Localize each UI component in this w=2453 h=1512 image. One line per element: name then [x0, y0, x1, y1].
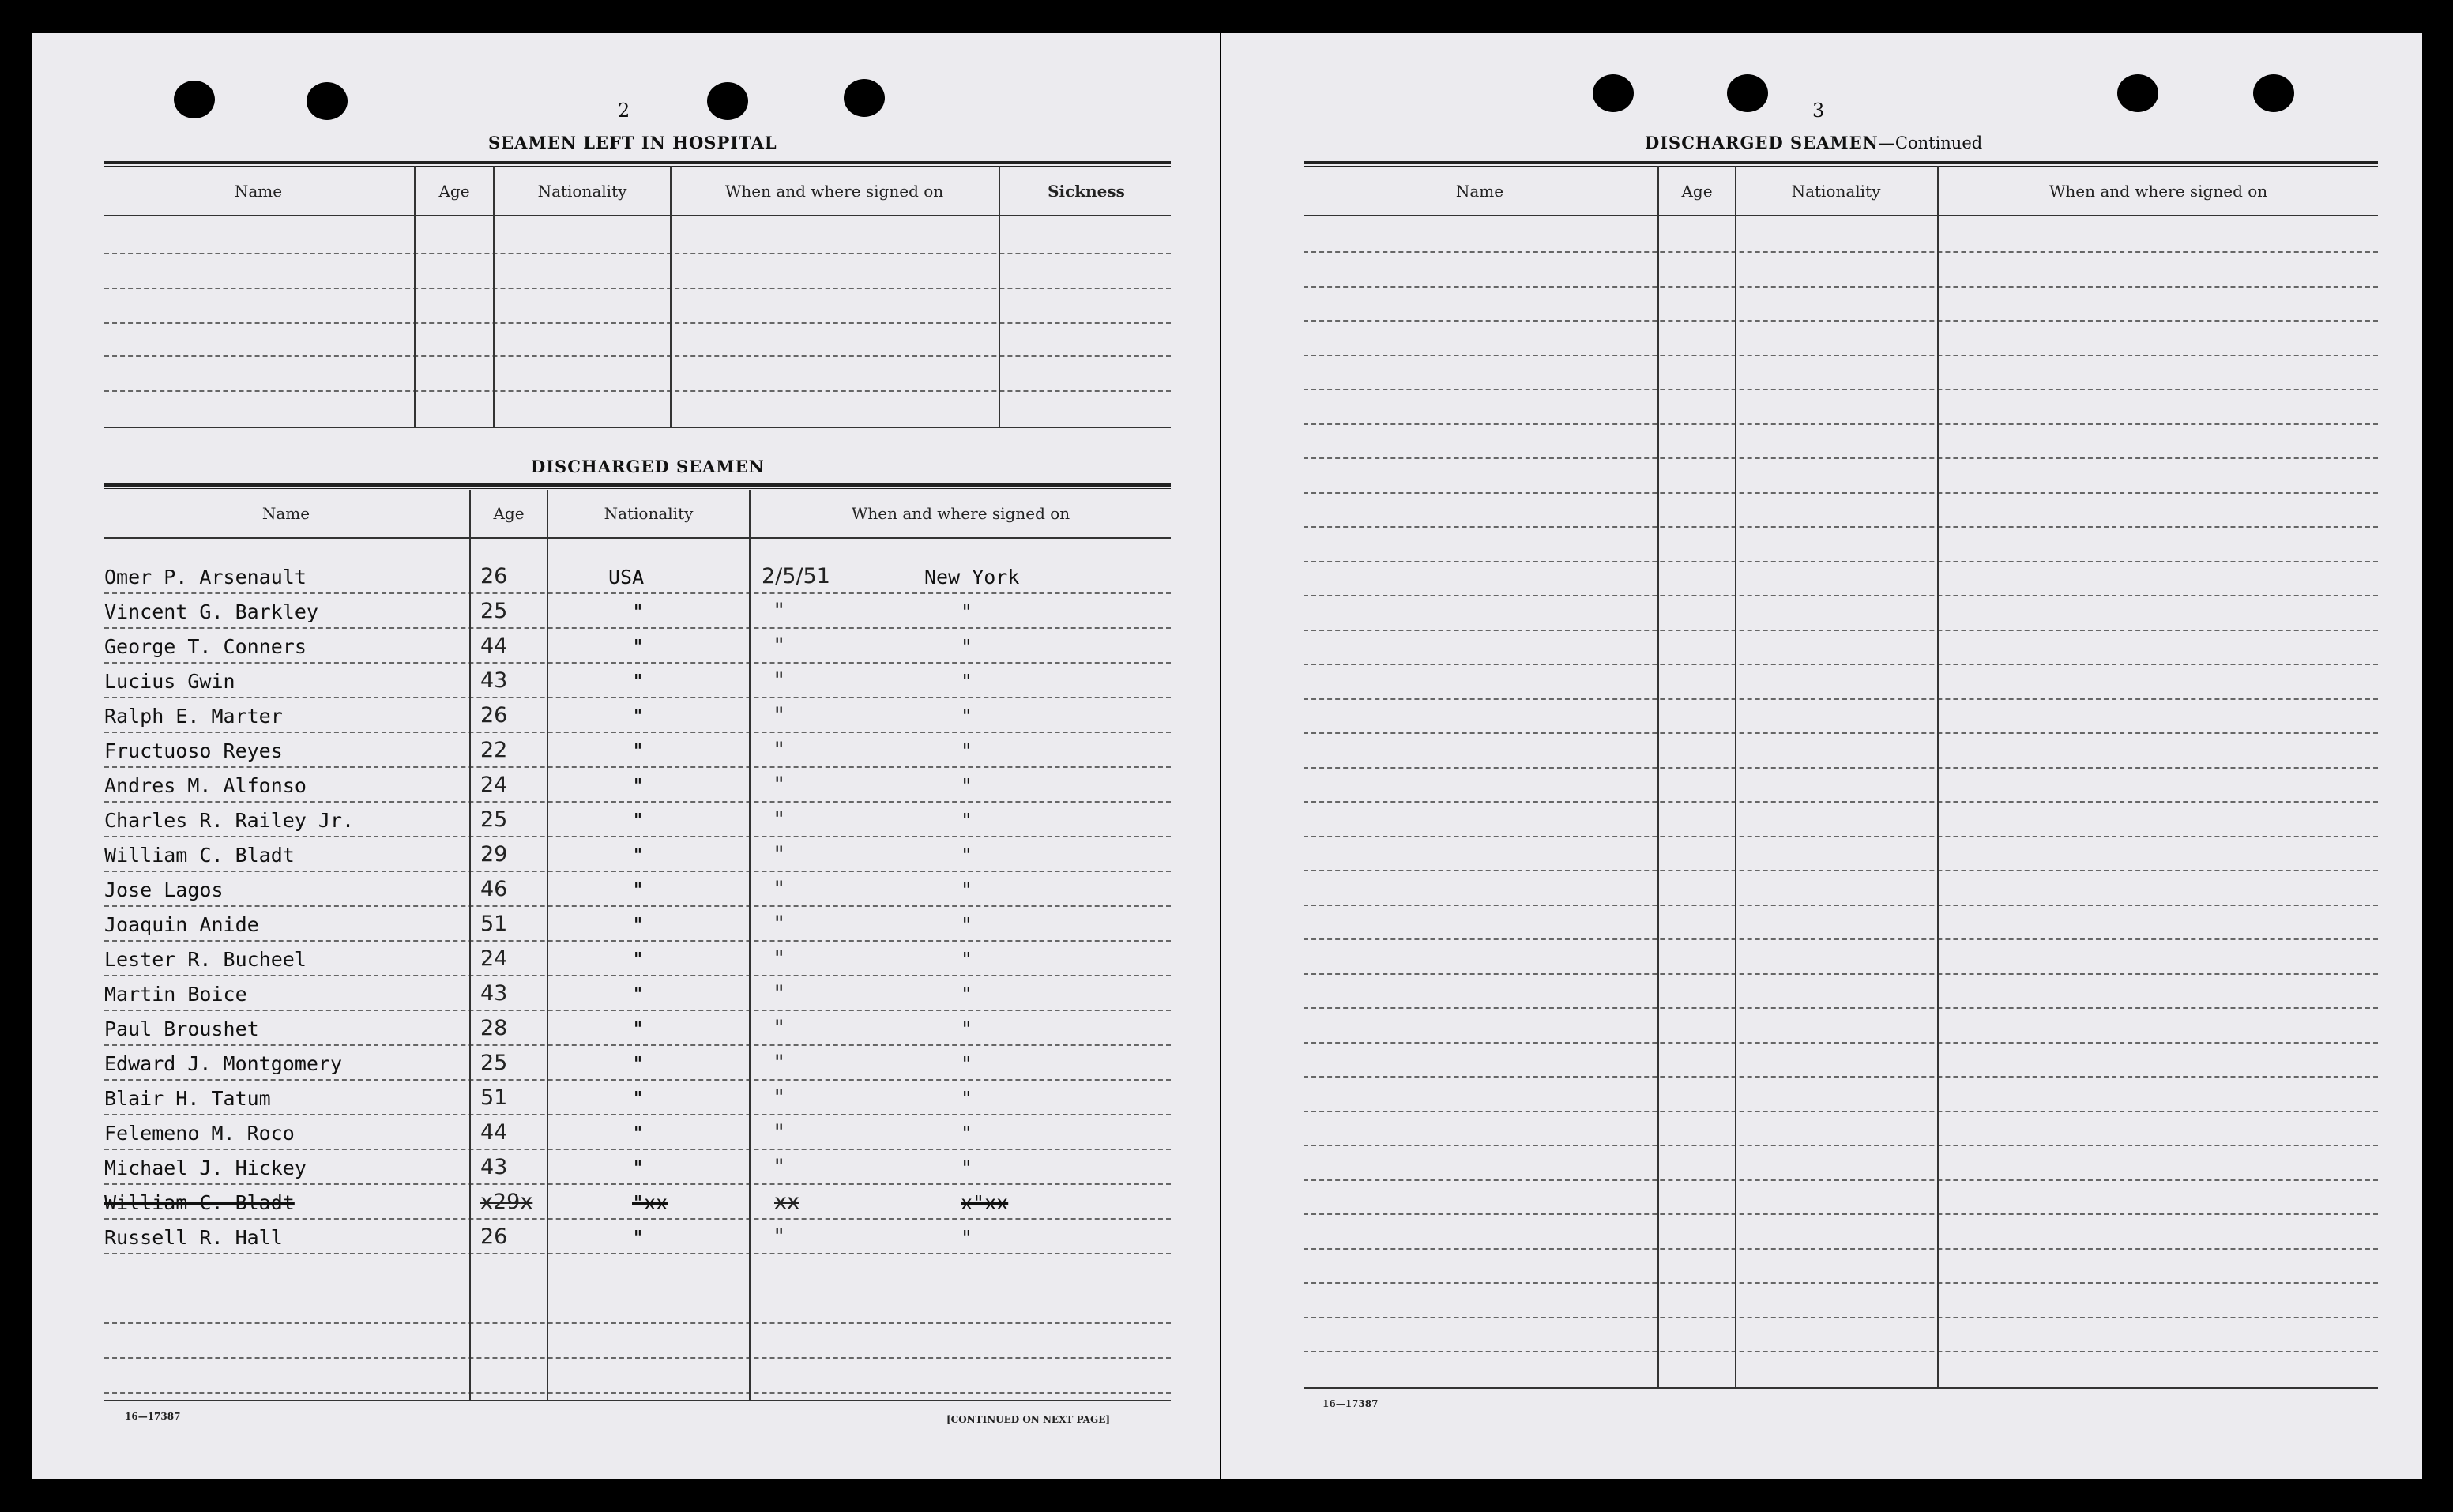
col-header-age: Age	[438, 182, 470, 201]
seaman-age: 25	[480, 599, 508, 623]
left-page	[32, 33, 1220, 1479]
seaman-age: 43	[480, 981, 508, 1006]
seaman-nationality: USA	[608, 566, 645, 589]
discharged-continued-title	[1645, 133, 1982, 152]
seaman-name: Lester R. Bucheel	[104, 948, 307, 971]
seaman-nationality: "	[632, 1122, 645, 1145]
row-rule	[1304, 836, 2378, 837]
seaman-age: x29x	[480, 1190, 533, 1214]
signed-on-place: "	[961, 1052, 973, 1075]
seaman-nationality: "	[632, 670, 645, 693]
seaman-age: 25	[480, 807, 508, 832]
row-rule	[1304, 1076, 2378, 1078]
signed-on-place: "	[961, 670, 973, 693]
seaman-nationality: "	[632, 635, 645, 658]
seaman-nationality: "	[632, 844, 645, 867]
col-header-name: Name	[234, 182, 283, 201]
signed-on-date: "	[774, 1085, 784, 1110]
col-header-signed-on: When and where signed on	[851, 504, 1070, 523]
row-rule	[104, 905, 1171, 907]
seaman-name: Fructuoso Reyes	[104, 739, 283, 762]
seaman-nationality: "	[632, 809, 645, 832]
col-header-name: Name	[261, 504, 310, 523]
seaman-nationality: "xx	[632, 1191, 668, 1214]
col-header-signed-on: When and where signed on	[724, 182, 944, 201]
row-rule	[1304, 698, 2378, 700]
seaman-nationality: "	[632, 739, 645, 762]
row-rule	[104, 975, 1171, 976]
col-header-signed-on: When and where signed on	[2049, 182, 2268, 201]
continued-note: [CONTINUED ON NEXT PAGE]	[946, 1414, 1111, 1425]
signed-on-place: "	[961, 739, 973, 762]
hospital-section-title: SEAMEN LEFT IN HOSPITAL	[488, 133, 777, 152]
row-rule	[1304, 1213, 2378, 1215]
signed-on-place: "	[961, 809, 973, 832]
signed-on-date: 2/5/51	[762, 564, 830, 589]
row-rule	[104, 1253, 1171, 1254]
signed-on-date: xx	[774, 1190, 799, 1214]
signed-on-date: "	[774, 842, 784, 867]
seaman-age: 51	[480, 1085, 508, 1110]
seaman-name: Michael J. Hickey	[104, 1157, 307, 1179]
form-number: 16—17387	[1322, 1398, 1379, 1409]
signed-on-date: "	[774, 877, 784, 901]
seaman-name: Joaquin Anide	[104, 913, 259, 936]
punch-hole	[2117, 74, 2158, 112]
signed-on-date: "	[774, 1155, 784, 1179]
signed-on-date: "	[774, 912, 784, 936]
title-suffix: —Continued	[1878, 134, 1983, 152]
seaman-name: Charles R. Railey Jr.	[104, 809, 355, 832]
col-header-nationality: Nationality	[537, 182, 627, 201]
signed-on-place: New York	[924, 566, 1020, 589]
row-rule	[1304, 1282, 2378, 1284]
col-header-nationality: Nationality	[1791, 182, 1881, 201]
seaman-name: Andres M. Alfonso	[104, 774, 307, 797]
row-rule	[1304, 938, 2378, 940]
row-rule	[1304, 526, 2378, 528]
row-rule	[104, 1079, 1171, 1081]
punch-hole	[1593, 74, 1634, 112]
row-rule	[104, 592, 1171, 594]
seaman-age: 29	[480, 842, 508, 867]
row-rule	[104, 1114, 1171, 1115]
row-rule	[104, 697, 1171, 698]
punch-hole	[307, 82, 348, 120]
col-header-nationality: Nationality	[604, 504, 694, 523]
page-number: 3	[1812, 100, 1825, 122]
row-rule	[1304, 561, 2378, 562]
row-rule	[104, 836, 1171, 837]
seaman-name: Ralph E. Marter	[104, 705, 283, 728]
row-rule	[1304, 1351, 2378, 1352]
row-rule	[1304, 1042, 2378, 1044]
seaman-name: Russell R. Hall	[104, 1226, 283, 1249]
row-rule	[104, 662, 1171, 664]
seaman-nationality: "	[632, 1226, 645, 1249]
seaman-age: 43	[480, 668, 508, 693]
signed-on-date: "	[774, 668, 784, 693]
signed-on-place: "	[961, 635, 973, 658]
col-header-sickness: Sickness	[1048, 182, 1125, 201]
seaman-age: 46	[480, 877, 508, 901]
row-rule	[1304, 492, 2378, 494]
signed-on-date: "	[774, 981, 784, 1006]
signed-on-place: "	[961, 600, 973, 623]
seaman-name: Felemeno M. Roco	[104, 1122, 295, 1145]
seaman-age: 22	[480, 738, 508, 762]
signed-on-date: "	[774, 738, 784, 762]
signed-on-date: "	[774, 1051, 784, 1075]
signed-on-place: "	[961, 1157, 973, 1179]
seaman-name: William C. Bladt	[104, 844, 295, 867]
row-rule	[1304, 1248, 2378, 1250]
seaman-age: 24	[480, 773, 508, 797]
row-rule	[104, 1322, 1171, 1324]
row-rule	[1304, 1317, 2378, 1318]
signed-on-date: "	[774, 807, 784, 832]
row-rule	[1304, 1111, 2378, 1112]
signed-on-date: "	[774, 1016, 784, 1040]
row-rule	[104, 1218, 1171, 1220]
signed-on-place: "	[961, 878, 973, 901]
seaman-age: 26	[480, 564, 508, 589]
signed-on-place: "	[961, 1087, 973, 1110]
seaman-nationality: "	[632, 913, 645, 936]
seaman-name: Blair H. Tatum	[104, 1087, 271, 1110]
row-rule	[1304, 905, 2378, 906]
row-rule	[104, 1357, 1171, 1359]
signed-on-place: "	[961, 983, 973, 1006]
row-rule	[1304, 251, 2378, 253]
seaman-age: 26	[480, 1224, 508, 1249]
row-rule	[104, 940, 1171, 942]
punch-hole	[2253, 74, 2294, 112]
discharged-section-title: DISCHARGED SEAMEN	[531, 457, 765, 476]
row-rule	[104, 801, 1171, 803]
row-rule	[1304, 423, 2378, 425]
seaman-nationality: "	[632, 774, 645, 797]
signed-on-place: x"xx	[961, 1191, 1009, 1214]
seaman-age: 43	[480, 1155, 508, 1179]
seaman-nationality: "	[632, 1052, 645, 1075]
seaman-nationality: "	[632, 1157, 645, 1179]
signed-on-place: "	[961, 1226, 973, 1249]
seaman-name: Paul Broushet	[104, 1017, 259, 1040]
page-number: 2	[618, 100, 630, 122]
seaman-age: 28	[480, 1016, 508, 1040]
punch-hole	[844, 79, 885, 117]
title-main: DISCHARGED SEAMEN	[1645, 133, 1879, 152]
row-rule	[104, 1183, 1171, 1185]
seaman-nationality: "	[632, 1087, 645, 1110]
row-rule	[104, 732, 1171, 733]
seaman-age: 44	[480, 634, 508, 658]
seaman-nationality: "	[632, 705, 645, 728]
row-rule	[1304, 457, 2378, 459]
seaman-age: 51	[480, 912, 508, 936]
row-rule	[1304, 801, 2378, 803]
right-page	[1221, 33, 2422, 1479]
row-rule	[1304, 630, 2378, 631]
seaman-age: 44	[480, 1120, 508, 1145]
row-rule	[1304, 870, 2378, 871]
seaman-age: 25	[480, 1051, 508, 1075]
row-rule	[104, 871, 1171, 872]
seaman-name: Edward J. Montgomery	[104, 1052, 343, 1075]
punch-hole	[174, 81, 215, 118]
row-rule	[104, 1010, 1171, 1011]
signed-on-date: "	[774, 1120, 784, 1145]
col-header-name: Name	[1455, 182, 1504, 201]
row-rule	[1304, 355, 2378, 356]
signed-on-place: "	[961, 913, 973, 936]
signed-on-date: "	[774, 946, 784, 971]
signed-on-place: "	[961, 948, 973, 971]
seaman-name: Jose Lagos	[104, 878, 224, 901]
seaman-age: 26	[480, 703, 508, 728]
signed-on-place: "	[961, 1122, 973, 1145]
row-rule	[1304, 389, 2378, 390]
punch-hole	[707, 82, 748, 120]
signed-on-date: "	[774, 1224, 784, 1249]
row-rule	[104, 1044, 1171, 1046]
row-rule	[1304, 973, 2378, 975]
row-rule	[1304, 664, 2378, 665]
row-rule	[1304, 320, 2378, 322]
row-rule	[1304, 767, 2378, 769]
signed-on-place: "	[961, 844, 973, 867]
row-rule	[104, 1392, 1171, 1394]
row-rule	[1304, 1007, 2378, 1009]
signed-on-date: "	[774, 599, 784, 623]
signed-on-date: "	[774, 703, 784, 728]
seaman-nationality: "	[632, 600, 645, 623]
row-rule	[1304, 286, 2378, 288]
row-rule	[104, 766, 1171, 768]
seaman-name: Omer P. Arsenault	[104, 566, 307, 589]
signed-on-date: "	[774, 634, 784, 658]
seaman-name: George T. Conners	[104, 635, 307, 658]
punch-hole	[1727, 74, 1768, 112]
col-header-age: Age	[1681, 182, 1713, 201]
row-rule	[1304, 1145, 2378, 1146]
seaman-nationality: "	[632, 948, 645, 971]
seaman-name: Martin Boice	[104, 983, 247, 1006]
row-rule	[1304, 595, 2378, 596]
row-rule	[1304, 1179, 2378, 1181]
seaman-name: Lucius Gwin	[104, 670, 235, 693]
seaman-nationality: "	[632, 1017, 645, 1040]
seaman-name: William C. Bladt	[104, 1191, 295, 1214]
seaman-nationality: "	[632, 983, 645, 1006]
row-rule	[104, 627, 1171, 629]
signed-on-place: "	[961, 774, 973, 797]
seaman-nationality: "	[632, 878, 645, 901]
row-rule	[1304, 732, 2378, 734]
signed-on-place: "	[961, 1017, 973, 1040]
form-number: 16—17387	[125, 1411, 181, 1422]
signed-on-place: "	[961, 705, 973, 728]
seaman-name: Vincent G. Barkley	[104, 600, 318, 623]
signed-on-date: "	[774, 773, 784, 797]
seaman-age: 24	[480, 946, 508, 971]
col-header-age: Age	[493, 504, 525, 523]
row-rule	[104, 1149, 1171, 1150]
